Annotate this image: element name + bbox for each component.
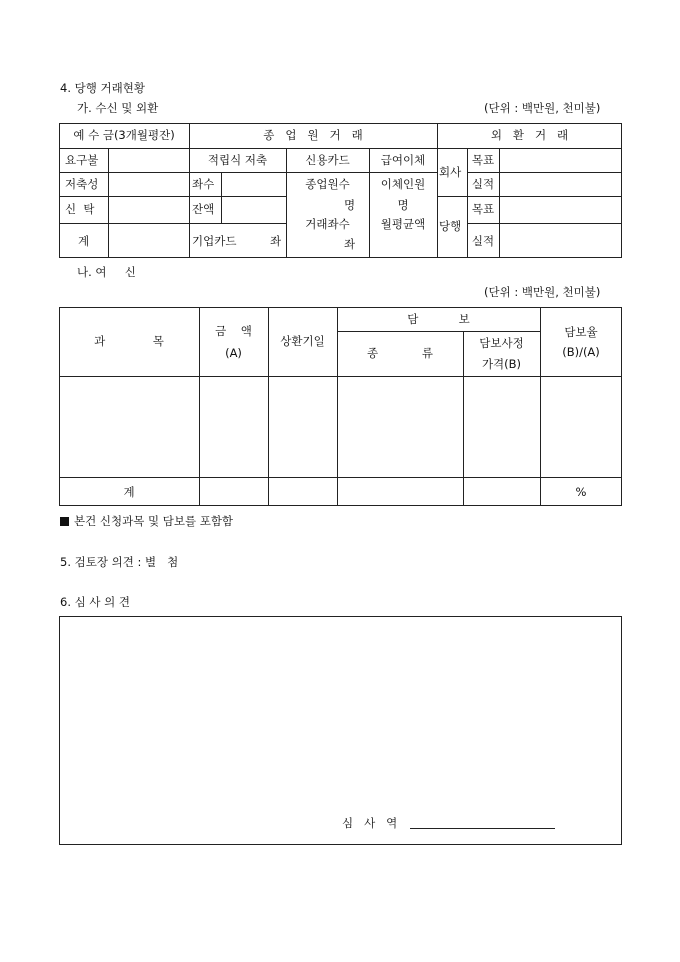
transfer-people-label: 이체인원 xyxy=(380,177,426,191)
header-collateral-kind: 종 류 xyxy=(366,346,434,360)
corporate-card-label: 기업카드 xyxy=(192,234,237,248)
bank-target-label: 목표 xyxy=(471,202,495,216)
section-6-title: 6. 심 사 의 견 xyxy=(60,595,131,609)
row-total: 계 xyxy=(77,234,90,248)
row-demand: 요구불 xyxy=(65,153,99,167)
header-collateral-ratio: 담보율 xyxy=(564,325,598,339)
header-repayment-date: 상환기일 xyxy=(280,334,325,348)
bank-side-label: 당행 xyxy=(439,219,462,233)
black-square-icon xyxy=(60,517,69,526)
reviewer-signature-line[interactable] xyxy=(410,828,555,829)
header-subject: 과 목 xyxy=(94,334,164,348)
header-collateral-ratio-formula: (B)/(A) xyxy=(562,345,600,359)
reviewer-label: 심 사 역 xyxy=(342,816,398,830)
header-fx-transactions: 외 환 거 래 xyxy=(490,128,569,142)
company-side-label: 회사 xyxy=(439,165,462,179)
header-amount: 금 액 xyxy=(215,324,252,338)
note-line xyxy=(60,514,233,528)
accounts-label: 좌수 xyxy=(192,177,215,191)
monthly-average-label: 월평균액 xyxy=(380,217,426,231)
header-appraisal: 담보사정 xyxy=(479,336,524,350)
transfer-people-unit: 명 xyxy=(397,198,409,212)
section-5-title: 5. 검토장 의견 : 별 첨 xyxy=(60,555,179,569)
employee-count-unit: 명 xyxy=(344,198,356,212)
corporate-card-unit: 좌 xyxy=(270,234,282,248)
subsection-a-title: 가. 수신 및 외환 xyxy=(77,101,159,115)
header-appraisal-b: 가격(B) xyxy=(481,357,522,371)
row-trust: 신 탁 xyxy=(65,202,95,216)
header-collateral: 담 보 xyxy=(407,312,470,326)
header-deposit: 예 수 금(3개월평잔) xyxy=(73,128,175,142)
balance-label: 잔액 xyxy=(192,202,215,216)
company-actual-label: 실적 xyxy=(471,177,495,191)
unit-label-b: (단위 : 백만원, 천미불) xyxy=(484,285,601,299)
payroll-transfer-label: 급여이체 xyxy=(380,153,426,167)
installment-savings-label: 적립식 저축 xyxy=(207,153,268,167)
header-amount-a: (A) xyxy=(225,346,242,360)
transaction-accounts-label: 거래좌수 xyxy=(305,217,350,231)
credit-card-label: 신용카드 xyxy=(305,153,350,167)
transaction-accounts-unit: 좌 xyxy=(344,237,356,251)
section-4-title: 4. 당행 거래현황 xyxy=(60,81,145,95)
header-employee-transactions: 종 업 원 거 래 xyxy=(263,128,363,142)
bank-actual-label: 실적 xyxy=(471,234,495,248)
employee-count-label: 종업원수 xyxy=(305,177,350,191)
row-savings: 저축성 xyxy=(65,177,99,191)
subsection-b-title: 나. 여 신 xyxy=(77,265,136,279)
company-target-label: 목표 xyxy=(471,153,495,167)
unit-label-a: (단위 : 백만원, 천미불) xyxy=(484,101,601,115)
note-text: 본건 신청과목 및 담보를 포함함 xyxy=(74,514,234,528)
total-row-percent: % xyxy=(575,485,587,499)
review-opinion-box xyxy=(59,616,622,845)
total-row-label: 계 xyxy=(123,485,135,499)
